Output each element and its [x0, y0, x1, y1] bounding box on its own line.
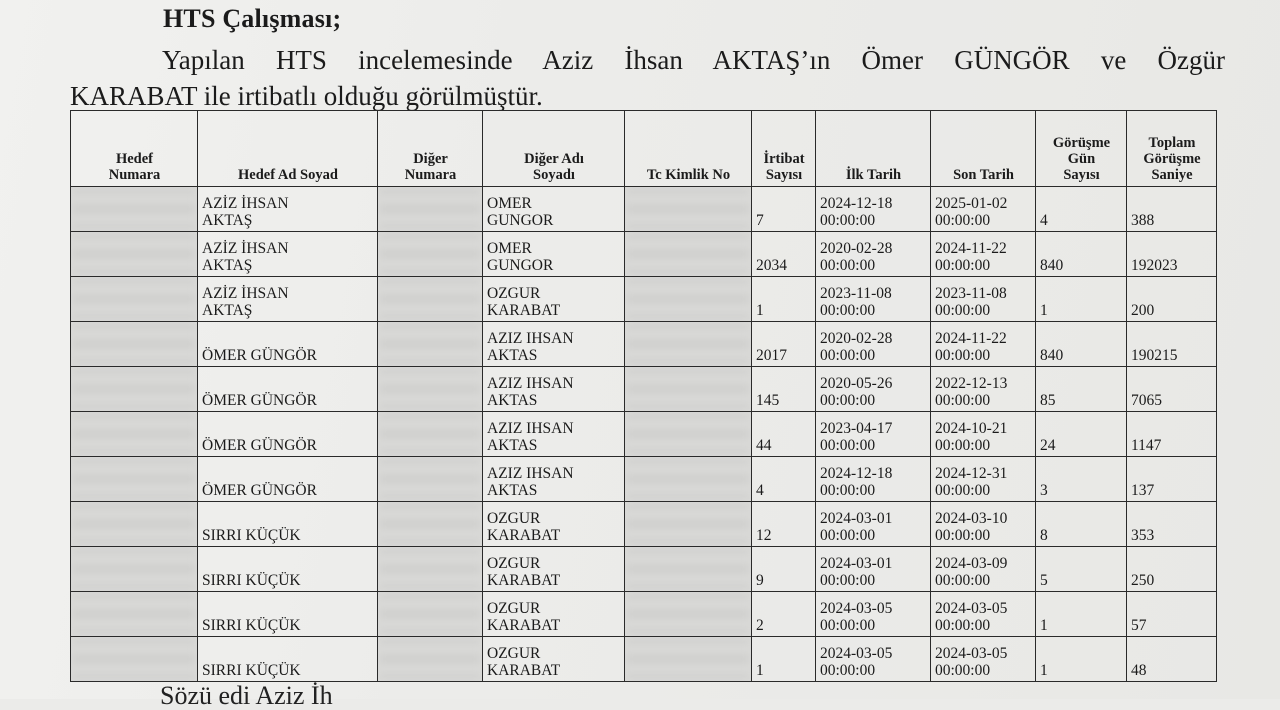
diger-adi-soyadi-cell: AZIZ IHSAN AKTAS: [483, 367, 625, 412]
toplam-saniye-cell: 57: [1127, 592, 1217, 637]
hedef-numara-redacted: [71, 232, 198, 277]
col-gorusme-gun-sayisi: Görüşme Gün Sayısı: [1036, 111, 1127, 187]
ilk-tarih-cell: 2020-02-28 00:00:00: [816, 322, 931, 367]
tc-kimlik-no-redacted: [625, 592, 752, 637]
irtibat-sayisi-cell: 44: [752, 412, 816, 457]
diger-adi-soyadi-cell: AZIZ IHSAN AKTAS: [483, 457, 625, 502]
ilk-tarih-cell: 2024-03-05 00:00:00: [816, 592, 931, 637]
hedef-ad-soyad-cell: ÖMER GÜNGÖR: [198, 457, 378, 502]
son-tarih-cell: 2024-03-05 00:00:00: [931, 637, 1036, 682]
col-son-tarih: Son Tarih: [931, 111, 1036, 187]
irtibat-sayisi-cell: 2: [752, 592, 816, 637]
table-row: [71, 367, 1217, 412]
diger-adi-soyadi-cell: OZGUR KARABAT: [483, 637, 625, 682]
hedef-numara-redacted: [71, 502, 198, 547]
hedef-numara-redacted: [71, 277, 198, 322]
tc-kimlik-no-redacted: [625, 457, 752, 502]
tc-kimlik-no-redacted: [625, 232, 752, 277]
diger-adi-soyadi-cell: OMER GUNGOR: [483, 187, 625, 232]
tc-kimlik-no-redacted: [625, 637, 752, 682]
toplam-saniye-cell: 192023: [1127, 232, 1217, 277]
son-tarih-cell: 2024-11-22 00:00:00: [931, 232, 1036, 277]
ilk-tarih-cell: 2020-02-28 00:00:00: [816, 232, 931, 277]
diger-numara-redacted: [378, 412, 483, 457]
irtibat-sayisi-cell: 9: [752, 547, 816, 592]
ilk-tarih-cell: 2024-03-01 00:00:00: [816, 502, 931, 547]
son-tarih-cell: 2024-03-10 00:00:00: [931, 502, 1036, 547]
hedef-ad-soyad-cell: SIRRI KÜÇÜK: [198, 502, 378, 547]
gorusme-gun-cell: 5: [1036, 547, 1127, 592]
tc-kimlik-no-redacted: [625, 412, 752, 457]
col-irtibat-sayisi: İrtibat Sayısı: [752, 111, 816, 187]
table-body: [71, 187, 1217, 682]
ilk-tarih-cell: 2024-12-18 00:00:00: [816, 187, 931, 232]
hedef-ad-soyad-cell: AZİZ İHSAN AKTAŞ: [198, 277, 378, 322]
ilk-tarih-cell: 2020-05-26 00:00:00: [816, 367, 931, 412]
gorusme-gun-cell: 24: [1036, 412, 1127, 457]
diger-adi-soyadi-cell: OZGUR KARABAT: [483, 502, 625, 547]
son-tarih-cell: 2025-01-02 00:00:00: [931, 187, 1036, 232]
diger-numara-redacted: [378, 232, 483, 277]
gorusme-gun-cell: 1: [1036, 592, 1127, 637]
ilk-tarih-cell: 2023-04-17 00:00:00: [816, 412, 931, 457]
irtibat-sayisi-cell: 2017: [752, 322, 816, 367]
hedef-numara-redacted: [71, 367, 198, 412]
section-heading: HTS Çalışması;: [163, 4, 342, 33]
gorusme-gun-cell: 3: [1036, 457, 1127, 502]
gorusme-gun-cell: 840: [1036, 322, 1127, 367]
hedef-numara-redacted: [71, 412, 198, 457]
diger-numara-redacted: [378, 187, 483, 232]
gorusme-gun-cell: 1: [1036, 637, 1127, 682]
gorusme-gun-cell: 840: [1036, 232, 1127, 277]
col-toplam-gorusme-saniye: Toplam Görüşme Saniye: [1127, 111, 1217, 187]
hedef-ad-soyad-cell: SIRRI KÜÇÜK: [198, 592, 378, 637]
hedef-ad-soyad-cell: SIRRI KÜÇÜK: [198, 637, 378, 682]
son-tarih-cell: 2024-03-09 00:00:00: [931, 547, 1036, 592]
tc-kimlik-no-redacted: [625, 277, 752, 322]
table-row: [71, 637, 1217, 682]
ilk-tarih-cell: 2023-11-08 00:00:00: [816, 277, 931, 322]
irtibat-sayisi-cell: 4: [752, 457, 816, 502]
col-ilk-tarih: İlk Tarih: [816, 111, 931, 187]
hedef-ad-soyad-cell: ÖMER GÜNGÖR: [198, 412, 378, 457]
hedef-ad-soyad-cell: ÖMER GÜNGÖR: [198, 322, 378, 367]
diger-numara-redacted: [378, 322, 483, 367]
irtibat-sayisi-cell: 1: [752, 277, 816, 322]
irtibat-sayisi-cell: 145: [752, 367, 816, 412]
toplam-saniye-cell: 388: [1127, 187, 1217, 232]
hedef-numara-redacted: [71, 322, 198, 367]
diger-adi-soyadi-cell: OZGUR KARABAT: [483, 592, 625, 637]
diger-adi-soyadi-cell: OZGUR KARABAT: [483, 277, 625, 322]
table-header-row: [71, 111, 1217, 187]
son-tarih-cell: 2024-11-22 00:00:00: [931, 322, 1036, 367]
col-tc-kimlik-no: Tc Kimlik No: [625, 111, 752, 187]
table-row: [71, 502, 1217, 547]
diger-numara-redacted: [378, 277, 483, 322]
table-row: [71, 412, 1217, 457]
hedef-numara-redacted: [71, 187, 198, 232]
toplam-saniye-cell: 250: [1127, 547, 1217, 592]
table-row: [71, 457, 1217, 502]
hedef-ad-soyad-cell: ÖMER GÜNGÖR: [198, 367, 378, 412]
table-row: [71, 547, 1217, 592]
son-tarih-cell: 2023-11-08 00:00:00: [931, 277, 1036, 322]
diger-numara-redacted: [378, 457, 483, 502]
son-tarih-cell: 2024-12-31 00:00:00: [931, 457, 1036, 502]
irtibat-sayisi-cell: 2034: [752, 232, 816, 277]
col-diger-adi-soyadi: Diğer Adı Soyadı: [483, 111, 625, 187]
diger-adi-soyadi-cell: OMER GUNGOR: [483, 232, 625, 277]
hedef-ad-soyad-cell: AZİZ İHSAN AKTAŞ: [198, 232, 378, 277]
diger-numara-redacted: [378, 547, 483, 592]
col-diger-numara: Diğer Numara: [378, 111, 483, 187]
tc-kimlik-no-redacted: [625, 322, 752, 367]
toplam-saniye-cell: 7065: [1127, 367, 1217, 412]
toplam-saniye-cell: 190215: [1127, 322, 1217, 367]
col-hedef-ad-soyad: Hedef Ad Soyad: [198, 111, 378, 187]
ilk-tarih-cell: 2024-03-05 00:00:00: [816, 637, 931, 682]
irtibat-sayisi-cell: 12: [752, 502, 816, 547]
toplam-saniye-cell: 137: [1127, 457, 1217, 502]
tc-kimlik-no-redacted: [625, 502, 752, 547]
hedef-numara-redacted: [71, 637, 198, 682]
son-tarih-cell: 2024-03-05 00:00:00: [931, 592, 1036, 637]
gorusme-gun-cell: 8: [1036, 502, 1127, 547]
paragraph-line-1: Yapılan HTS incelemesinde Aziz İhsan AKTAŞ’ın Ömer GÜNGÖR ve Özgür: [162, 45, 1225, 75]
hedef-numara-redacted: [71, 547, 198, 592]
toplam-saniye-cell: 1147: [1127, 412, 1217, 457]
hts-table: [70, 110, 1217, 682]
table-row: [71, 232, 1217, 277]
irtibat-sayisi-cell: 1: [752, 637, 816, 682]
gorusme-gun-cell: 4: [1036, 187, 1127, 232]
diger-adi-soyadi-cell: OZGUR KARABAT: [483, 547, 625, 592]
table-row: [71, 187, 1217, 232]
hedef-numara-redacted: [71, 457, 198, 502]
diger-adi-soyadi-cell: AZIZ IHSAN AKTAS: [483, 322, 625, 367]
table-row: [71, 592, 1217, 637]
gorusme-gun-cell: 1: [1036, 277, 1127, 322]
col-hedef-numara: Hedef Numara: [71, 111, 198, 187]
son-tarih-cell: 2022-12-13 00:00:00: [931, 367, 1036, 412]
hedef-ad-soyad-cell: AZİZ İHSAN AKTAŞ: [198, 187, 378, 232]
gorusme-gun-cell: 85: [1036, 367, 1127, 412]
paragraph-line-2: KARABAT ile irtibatlı olduğu görülmüştür.: [70, 81, 543, 111]
table-row: [71, 277, 1217, 322]
son-tarih-cell: 2024-10-21 00:00:00: [931, 412, 1036, 457]
intro-paragraph: [70, 42, 1225, 114]
tc-kimlik-no-redacted: [625, 367, 752, 412]
toplam-saniye-cell: 353: [1127, 502, 1217, 547]
ilk-tarih-cell: 2024-03-01 00:00:00: [816, 547, 931, 592]
hedef-numara-redacted: [71, 592, 198, 637]
tc-kimlik-no-redacted: [625, 547, 752, 592]
table-row: [71, 322, 1217, 367]
footer-text-fragment: Sözü edi Aziz İh: [160, 681, 333, 710]
tc-kimlik-no-redacted: [625, 187, 752, 232]
irtibat-sayisi-cell: 7: [752, 187, 816, 232]
hedef-ad-soyad-cell: SIRRI KÜÇÜK: [198, 547, 378, 592]
diger-numara-redacted: [378, 502, 483, 547]
diger-numara-redacted: [378, 367, 483, 412]
ilk-tarih-cell: 2024-12-18 00:00:00: [816, 457, 931, 502]
toplam-saniye-cell: 200: [1127, 277, 1217, 322]
diger-numara-redacted: [378, 592, 483, 637]
toplam-saniye-cell: 48: [1127, 637, 1217, 682]
diger-numara-redacted: [378, 637, 483, 682]
diger-adi-soyadi-cell: AZIZ IHSAN AKTAS: [483, 412, 625, 457]
